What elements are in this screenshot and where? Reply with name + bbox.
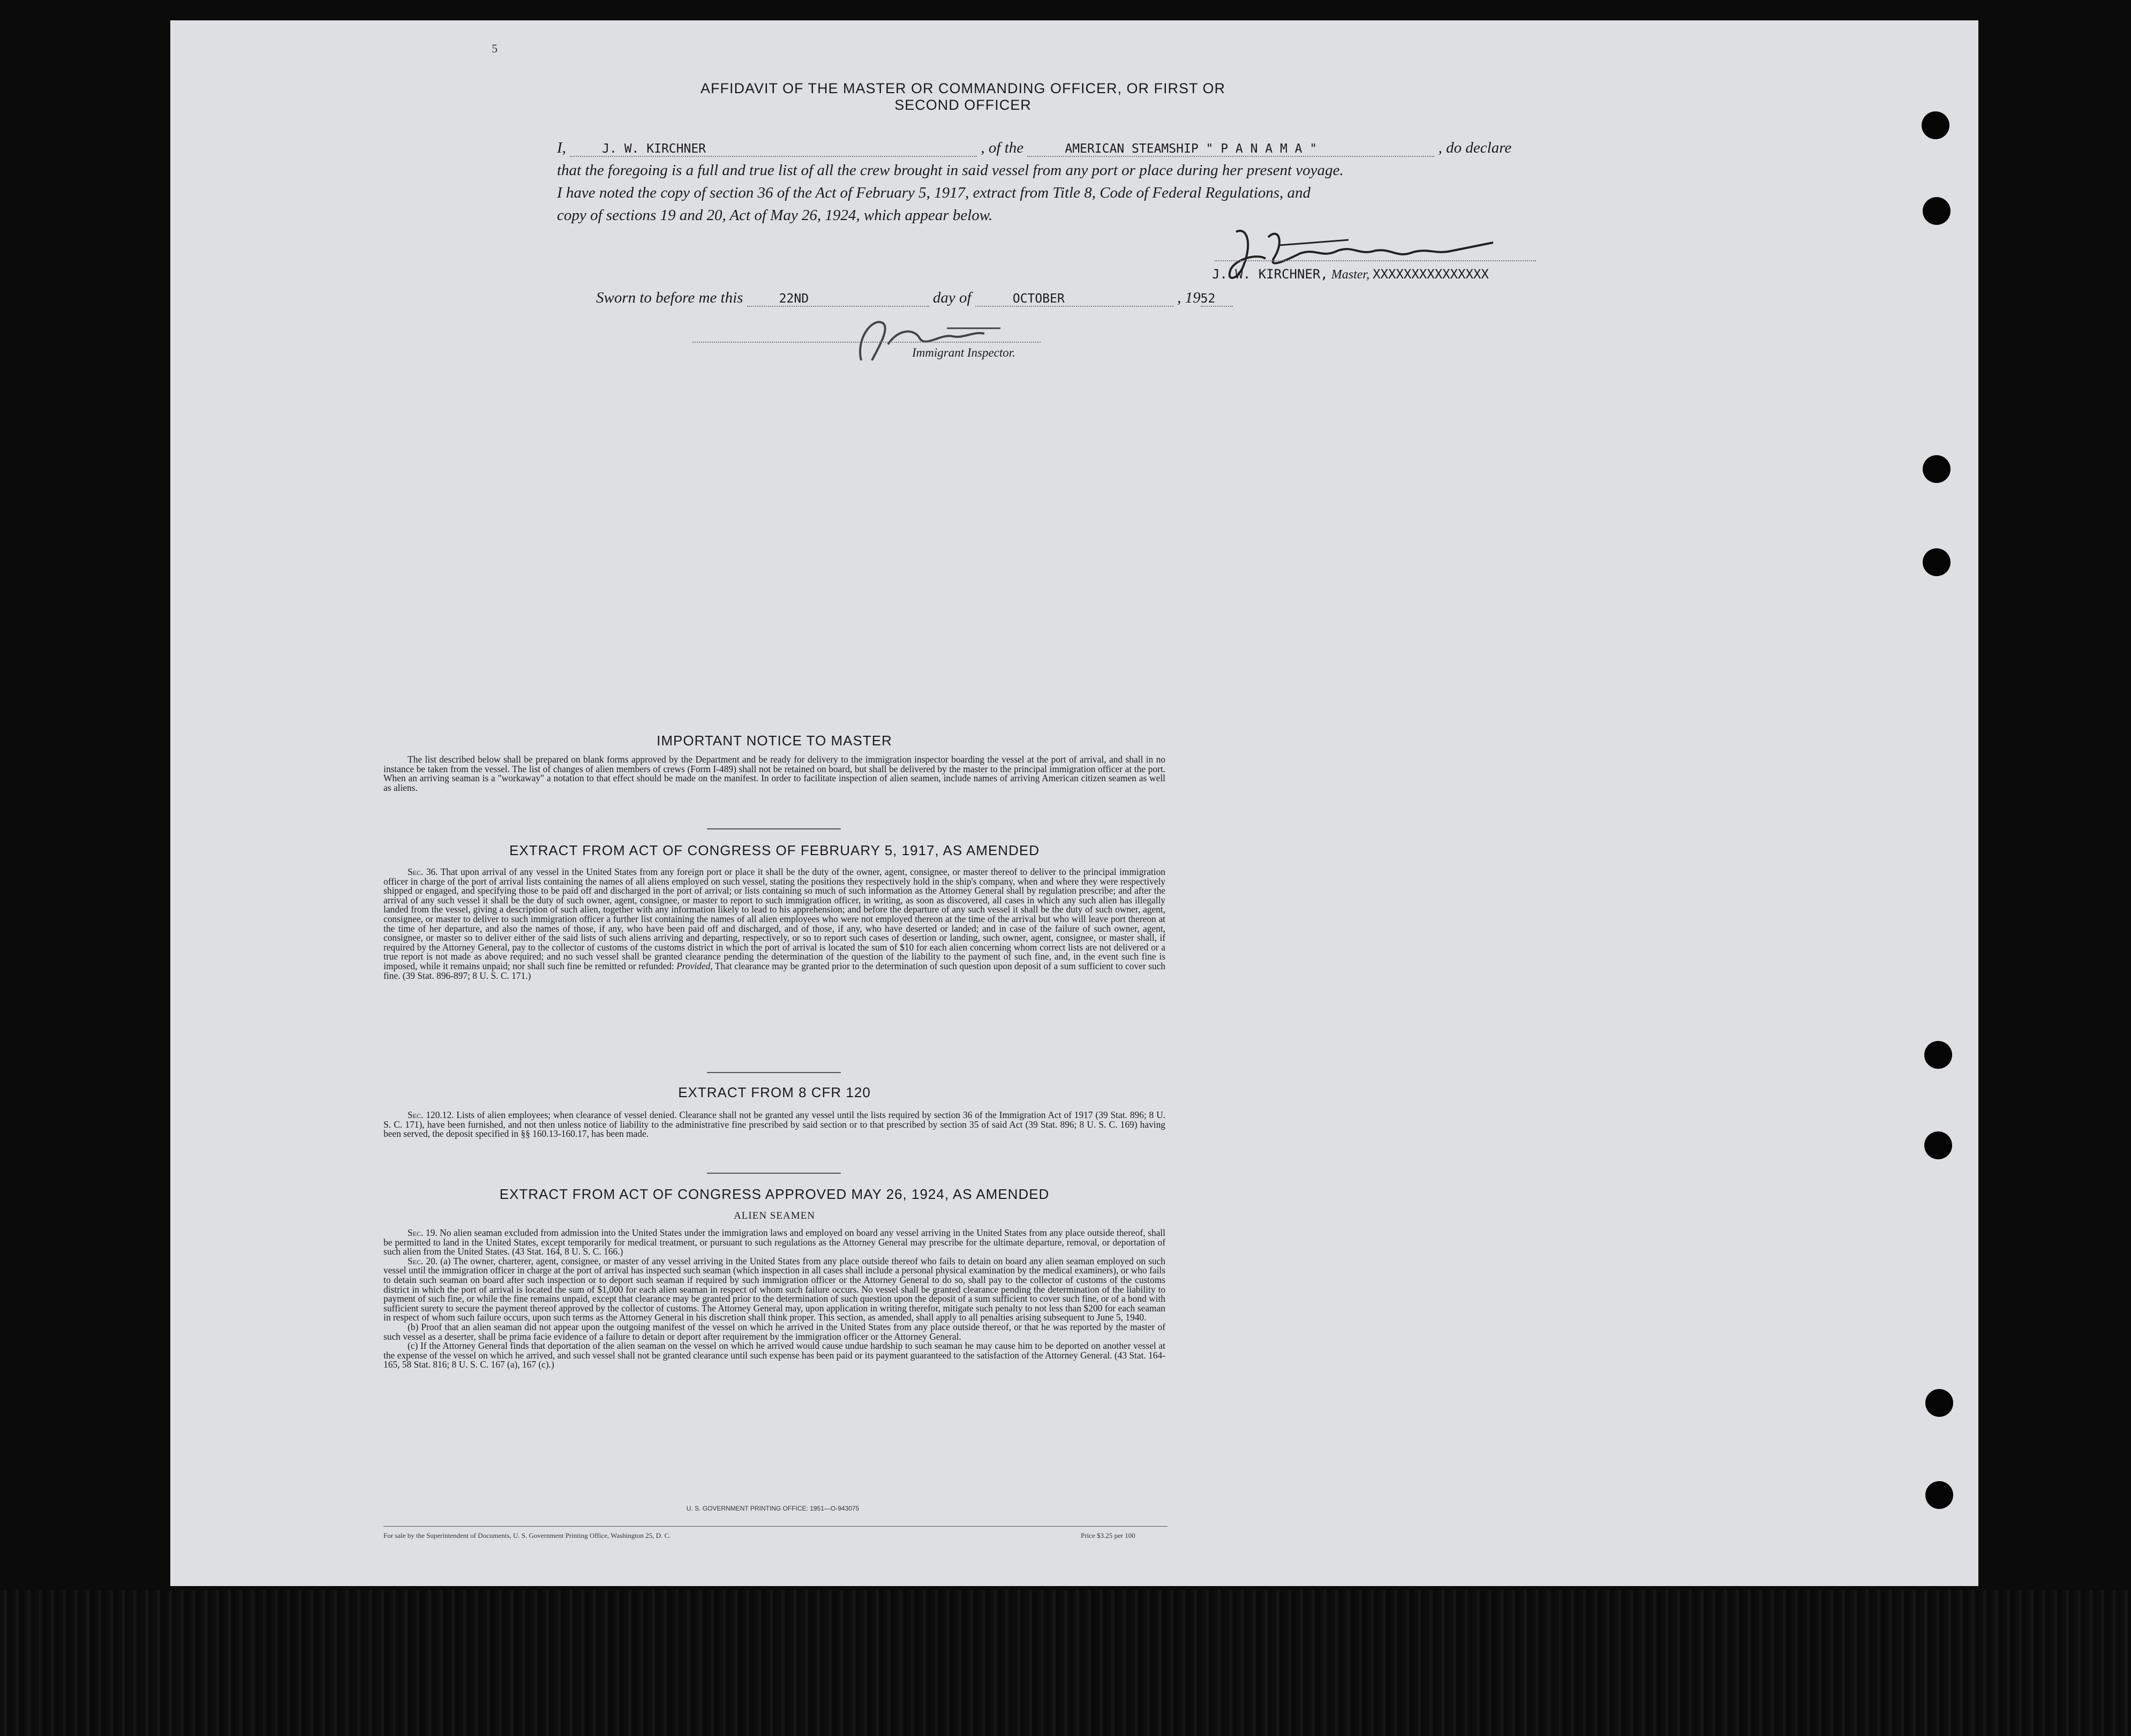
punch-hole: [1922, 111, 1949, 139]
sec-120-label: Sec. 120.12.: [408, 1109, 454, 1120]
price-text: Price $3.25 per 100: [1081, 1531, 1135, 1539]
extract-cfr-heading: EXTRACT FROM 8 CFR 120: [678, 1084, 871, 1100]
for-sale-text: For sale by the Superintendent of Documents, U. S. Government Printing Office, Washington 25, D. C.: [383, 1531, 671, 1539]
gpo-imprint: U. S. GOVERNMENT PRINTING OFFICE: 1951—O-943075: [686, 1505, 860, 1512]
declaration-line-2: that the foregoing is a full and true list of all the crew brought in said vessel from any port or place during her present voyage.: [557, 162, 1344, 179]
struck-title: XXXXXXXXXXXXXXX: [1373, 267, 1489, 282]
do-declare-text: , do declare: [1438, 139, 1512, 156]
year-prefix: , 19: [1177, 289, 1201, 306]
sworn-text: Sworn to before me this: [596, 289, 743, 306]
sworn-line: [596, 289, 1233, 307]
of-the-text: , of the: [981, 139, 1024, 156]
signer-title: Master,: [1331, 268, 1370, 282]
divider: [707, 828, 841, 829]
extract-1924-text: [383, 1228, 1165, 1370]
sworn-day-field: 22ND: [747, 292, 929, 307]
punch-hole: [1923, 455, 1951, 483]
sec-20a-paragraph: [383, 1257, 1165, 1323]
notice-heading: IMPORTANT NOTICE TO MASTER: [657, 733, 892, 749]
inspector-label: Immigrant Inspector.: [912, 346, 1015, 359]
declaration-line-3: I have noted the copy of section 36 of the Act of February 5, 1917, extract from Title 8, Code of Federal Regulations, and: [557, 184, 1311, 201]
notice-paragraph: The list described below shall be prepared on blank forms approved by the Department and be ready for delivery to the immigration inspector boarding the vessel at the port of arrival, and shall in no instance be taken from the vessel. The list of changes of alien members of crews (Form I-489) shall not be retained on board, but shall be delivered by the master to the principal immigration officer at the port. When an arriving seaman is a "workaway" a notation to that effect should be made on the manifest. In order to facilitate inspection of alien seamen, include names of arriving American citizen seamen as well as aliens.: [383, 754, 1165, 793]
footer-rule: [383, 1526, 1168, 1527]
declaration-line-1: [557, 139, 1511, 157]
document-page: [170, 20, 1978, 1586]
sec-19-label: Sec. 19.: [408, 1227, 438, 1238]
inspector-signature: [840, 307, 1011, 371]
sec-120-body: Lists of alien employees; when clearance of vessel denied. Clearance shall not be granted any vessel until the lists required by section 36 of the Immigration Act of 1917 (39 Stat. 896; 8 U. S. C. 171), have been furnished, and not then unless notice of liability to the administrative fine prescribed by said section or to that prescribed by section 35 of said Act (39 Stat. 896; 8 U. S. C. 169) having been served, the deposit specified in §§ 160.13-160.17, has been made.: [383, 1109, 1165, 1139]
sec-36-paragraph: [383, 867, 1165, 980]
signature-line: [1215, 260, 1536, 261]
punch-hole: [1924, 1041, 1952, 1069]
sec-36-label: Sec. 36.: [408, 866, 438, 877]
signer-caption: [1212, 267, 1489, 282]
sec-19-body: No alien seaman excluded from admission into the United States under the immigration laws and employed on board any vessel arriving in the United States from any place outside thereof, shall be permitted to land in the United States, except temporarily for medical treatment, or pursuant to such regulations as the Attorney General may prescribe for the ultimate departure, removal, or deportation of such alien from the United States. (43 Stat. 164, 8 U. S. C. 166.): [383, 1227, 1165, 1257]
sec-20a-body: (a) The owner, charterer, agent, consignee, or master of any vessel arriving in the United States from any place outside thereof who fails to detain on board any alien seaman employed on such vessel until the immigration officer in charge at the port of arrival has inspected such seaman (which inspection in all cases shall include a personal physical examination by the medical examiners), or who fails to detain such seaman on board after such inspection or to deport such seaman if required by such immigration officer or the Attorney General to do so, shall pay to the collector of customs of the customs district in which the port of arrival is located the sum of $1,000 for each alien seaman in respect of whom such failure occurs. No vessel shall be granted clearance pending the determination of the liability to payment of such fine, or while the fine remains unpaid, except that clearance may be granted prior to the determination of such question upon the deposit of a sum sufficient to cover such fine, or of a bond with sufficient surety to secure the payment thereof approved by the collector of customs. The Attorney General may, upon application in writing therefor, mitigate such penalty to not less than $200 for each seaman in respect of whom such failure occurs, upon such terms as the Attorney General in his discretion shall think proper. This section, as amended, shall apply to all penalties arising subsequent to June 5, 1940.: [383, 1255, 1165, 1323]
sec-19-paragraph: [383, 1228, 1165, 1257]
day-of-text: day of: [932, 289, 972, 306]
signer-typed-name: J. W. KIRCHNER,: [1212, 267, 1328, 282]
vessel-name-field: AMERICAN STEAMSHIP " P A N A M A ": [1027, 142, 1434, 157]
punch-hole: [1923, 197, 1951, 225]
scan-background-noise: [0, 1590, 2131, 1736]
divider: [707, 1072, 841, 1073]
declaration-line-4: copy of sections 19 and 20, Act of May 26, 1924, which appear below.: [557, 207, 993, 224]
extract-1924-heading: EXTRACT FROM ACT OF CONGRESS APPROVED MAY 26, 1924, AS AMENDED: [499, 1186, 1050, 1202]
inspector-line: [692, 342, 1041, 343]
intro-i: I,: [557, 139, 566, 156]
punch-hole: [1924, 1131, 1952, 1159]
sec-20-label: Sec. 20.: [408, 1255, 438, 1266]
extract-1917-text: [383, 867, 1165, 980]
sec-20c-paragraph: (c) If the Attorney General finds that deportation of the alien seaman on the vessel on which he arrived would cause undue hardship to such seaman he may cause him to be deported on another vessel at the expense of the vessel on which he arrived, and such vessel shall not be granted clearance until such expense has been paid or its payment guaranteed to the satisfaction of the Attorney General. (43 Stat. 164-165, 58 Stat. 816; 8 U. S. C. 167 (a), 167 (c).): [383, 1340, 1165, 1370]
sworn-month-field: OCTOBER: [975, 292, 1173, 307]
punch-hole: [1925, 1481, 1953, 1509]
divider: [707, 1173, 841, 1174]
master-name-field: J. W. KIRCHNER: [570, 142, 977, 157]
extract-cfr-text: [383, 1111, 1165, 1139]
provided-word: Provided,: [676, 960, 713, 971]
punch-hole: [1923, 548, 1951, 576]
sworn-year-field: 52: [1201, 292, 1233, 307]
sec-36-body: That upon arrival of any vessel in the United States from any foreign port or place it shall be the duty of the owner, agent, consignee, or master thereof to deliver to the principal immigration officer in charge of the port of arrival lists containing the names of all aliens employed on such vessel, stating the positions they respectively hold in the ship's company, when and where they were respectively shipped or engaged, and specifying those to be paid off and discharged in the port of arrival; or lists containing so much of such information as the Attorney General shall by regulation prescribe; and after the arrival of any such vessel it shall be the duty of such owner, agent, consignee, or master to report to such immigration officer, in writing, as soon as discovered, all cases in which any such alien has illegally landed from the vessel, giving a description of such alien, together with any information likely to lead to his apprehension; and before the departure of any such vessel it shall be the duty of such owner, agent, consignee, or master to deliver to such immigration officer a further list containing the names of all alien employees who were not employed thereon at the time of the arrival but who will leave port thereon at the time of her departure, and also the names of those, if any, who have been paid off and discharged, and of those, if any, who have deserted or landed; and in case of the failure of such owner, agent, consignee, or master so to deliver either of the said lists of such aliens arriving and departing, respectively, or so to report such cases of desertion or landing, such owner, agent, consignee, or master shall, if required by the Attorney General, pay to the collector of customs of the customs district in which the port of arrival is located the sum of $10 for each alien concerning whom correct lists are not delivered or a true report is not made as above required; and no such vessel shall be granted clearance pending the determination of the question of the liability to the payment of such fine, and, in the event such fine is imposed, while it remains unpaid; nor shall such fine be remitted or refunded:: [383, 866, 1165, 971]
sec-36-end: That clearance may be granted prior to the determination of such question upon deposit of a sum sufficient to cover such fine. (39 Stat. 896-897; 8 U. S. C. 171.): [383, 960, 1165, 981]
alien-seamen-subheading: ALIEN SEAMEN: [734, 1210, 815, 1221]
notice-text: [383, 755, 1165, 792]
sec-20b-paragraph: (b) Proof that an alien seaman did not appear upon the outgoing manifest of the vessel on which he arrived in the United States from any place outside thereof, or that he was reported by the master of such vessel as a deserter, shall be prima facie evidence of a failure to detain or deport after requirement by the immigration officer or the Attorney General.: [383, 1321, 1165, 1342]
affidavit-title: AFFIDAVIT OF THE MASTER OR COMMANDING OFFICER, OR FIRST OR SECOND OFFICER: [700, 80, 1226, 113]
punch-hole: [1925, 1389, 1953, 1417]
extract-1917-heading: EXTRACT FROM ACT OF CONGRESS OF FEBRUARY 5, 1917, AS AMENDED: [509, 842, 1040, 858]
sec-120-paragraph: [383, 1111, 1165, 1139]
corner-mark: 5: [492, 42, 498, 55]
